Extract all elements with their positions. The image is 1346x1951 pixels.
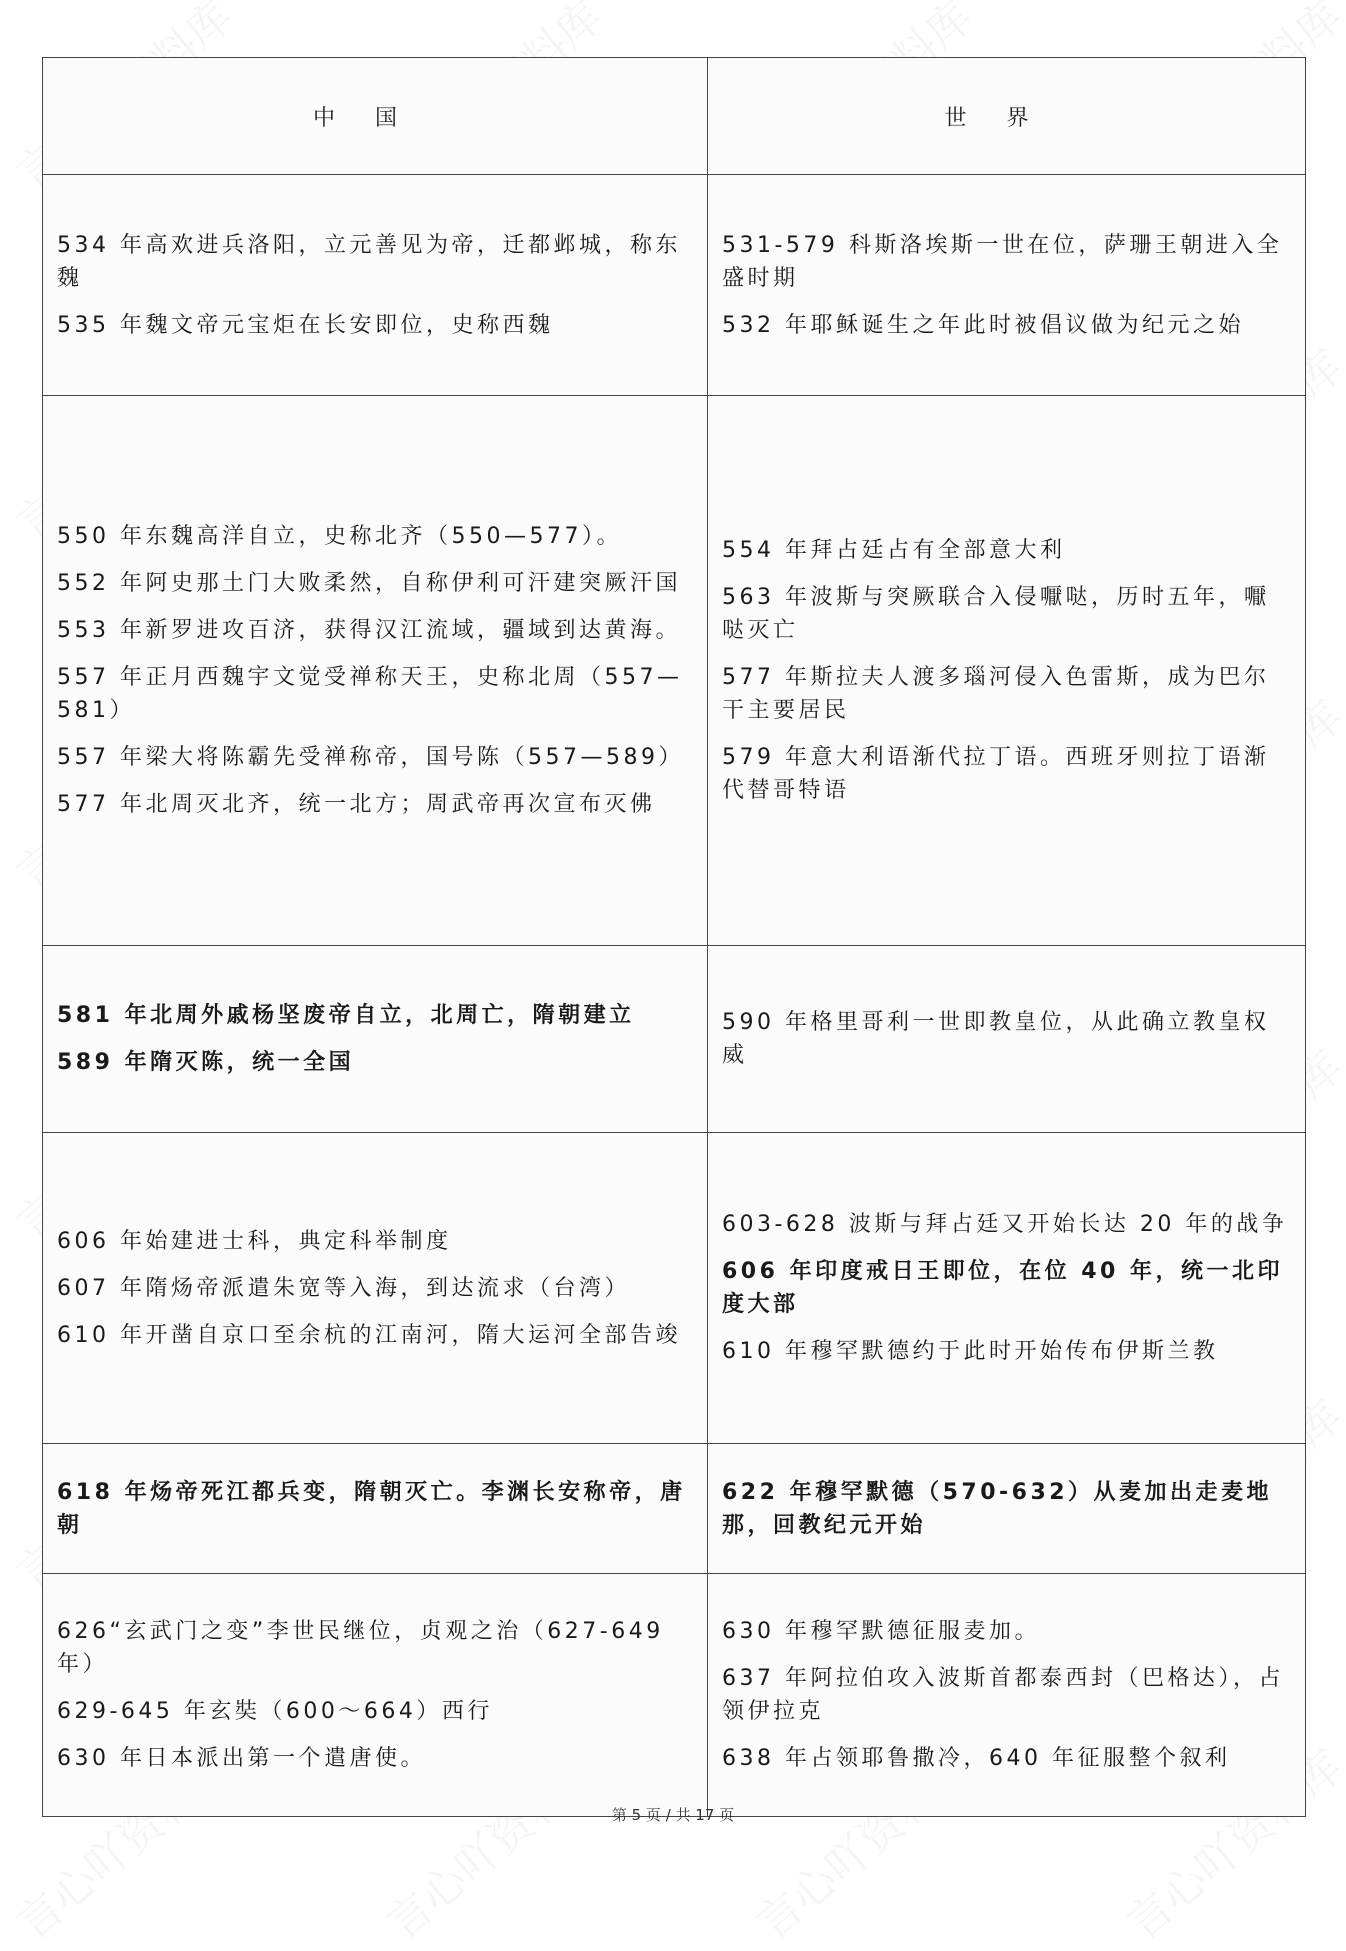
china-cell: [43, 1574, 708, 1817]
event-entry: 590 年格里哥利一世即教皇位，从此确立教皇权威: [722, 1010, 1270, 1068]
event-entry: 638 年占领耶鲁撒冷，640 年征服整个叙利: [722, 1746, 1231, 1771]
event-entry: 603-628 波斯与拜占廷又开始长达 20 年的战争: [722, 1212, 1288, 1237]
event-entry: 577 年斯拉夫人渡多瑙河侵入色雷斯，成为巴尔干主要居民: [722, 665, 1270, 723]
event-entry: 610 年开凿自京口至余杭的江南河，隋大运河全部告竣: [57, 1322, 681, 1348]
event-entry: 557 年梁大将陈霸先受禅称帝，国号陈（557—589）: [57, 745, 684, 770]
page-footer: 第 5 页 / 共 17 页: [611, 1806, 735, 1824]
event-entry: 626“玄武门之变”李世民继位，贞观之治（627-649 年）: [57, 1619, 664, 1677]
event-entry: 553 年新罗进攻百济，获得汉江流域，疆域到达黄海。: [57, 618, 681, 643]
world-cell: [708, 1574, 1306, 1817]
event-entry: 563 年波斯与突厥联合入侵嚈哒，历时五年，嚈哒灭亡: [722, 585, 1270, 643]
world-cell: [708, 946, 1306, 1133]
table-row: [43, 946, 1306, 1133]
event-entry: 557 年正月西魏宇文觉受禅称天王，史称北周（557—581）: [57, 665, 683, 723]
table-header-row: [43, 58, 1306, 175]
header-china: 中国: [43, 58, 708, 175]
event-entry: 532 年耶稣诞生之年此时被倡议做为纪元之始: [722, 312, 1244, 338]
event-entry: 622 年穆罕默德（570-632）从麦加出走麦地那，回教纪元开始: [722, 1479, 1273, 1538]
event-entry: 610 年穆罕默德约于此时开始传布伊斯兰教: [722, 1339, 1219, 1364]
event-entry: 618 年炀帝死江都兵变，隋朝灭亡。李渊长安称帝，唐朝: [57, 1479, 686, 1538]
timeline-table: [42, 57, 1306, 1817]
event-entry: 637 年阿拉伯攻入波斯首都泰西封（巴格达），占领伊拉克: [722, 1666, 1284, 1724]
header-world: 世界: [708, 58, 1306, 175]
world-cell: [708, 1444, 1306, 1574]
table-row: [43, 175, 1306, 396]
china-cell: [43, 1444, 708, 1574]
event-entry: 534 年高欢进兵洛阳，立元善见为帝，迁都邺城，称东魏: [57, 232, 681, 291]
event-entry: 630 年穆罕默德征服麦加。: [722, 1619, 1040, 1644]
china-cell: [43, 396, 708, 946]
table-row: [43, 1574, 1306, 1817]
table-row: [43, 1444, 1306, 1574]
event-entry: 550 年东魏高洋自立，史称北齐（550—577）。: [57, 524, 622, 549]
event-entry: 589 年隋灭陈，统一全国: [57, 1050, 355, 1075]
event-entry: 554 年拜占廷占有全部意大利: [722, 538, 1066, 563]
event-entry: 607 年隋炀帝派遣朱宽等入海，到达流求（台湾）: [57, 1275, 630, 1301]
world-cell: [708, 175, 1306, 396]
event-entry: 606 年印度戒日王即位，在位 40 年，统一北印度大部: [722, 1259, 1284, 1317]
event-entry: 535 年魏文帝元宝炬在长安即位，史称西魏: [57, 312, 554, 338]
event-entry: 531-579 科斯洛埃斯一世在位，萨珊王朝进入全盛时期: [722, 232, 1283, 291]
event-entry: 552 年阿史那土门大败柔然，自称伊利可汗建突厥汗国: [57, 571, 681, 596]
event-entry: 577 年北周灭北齐，统一北方；周武帝再次宣布灭佛: [57, 792, 656, 817]
table-row: [43, 396, 1306, 946]
china-cell: [43, 1133, 708, 1444]
event-entry: 579 年意大利语渐代拉丁语。西班牙则拉丁语渐代替哥特语: [722, 745, 1270, 803]
event-entry: 630 年日本派出第一个遣唐使。: [57, 1746, 426, 1771]
table-row: [43, 1133, 1306, 1444]
world-cell: [708, 396, 1306, 946]
event-entry: 629-645 年玄奘（600～664）西行: [57, 1699, 493, 1724]
event-entry: 581 年北周外戚杨坚废帝自立，北周亡，隋朝建立: [57, 1003, 635, 1028]
china-cell: [43, 175, 708, 396]
world-cell: [708, 1133, 1306, 1444]
china-cell: [43, 946, 708, 1133]
event-entry: 606 年始建进士科，典定科举制度: [57, 1228, 452, 1254]
